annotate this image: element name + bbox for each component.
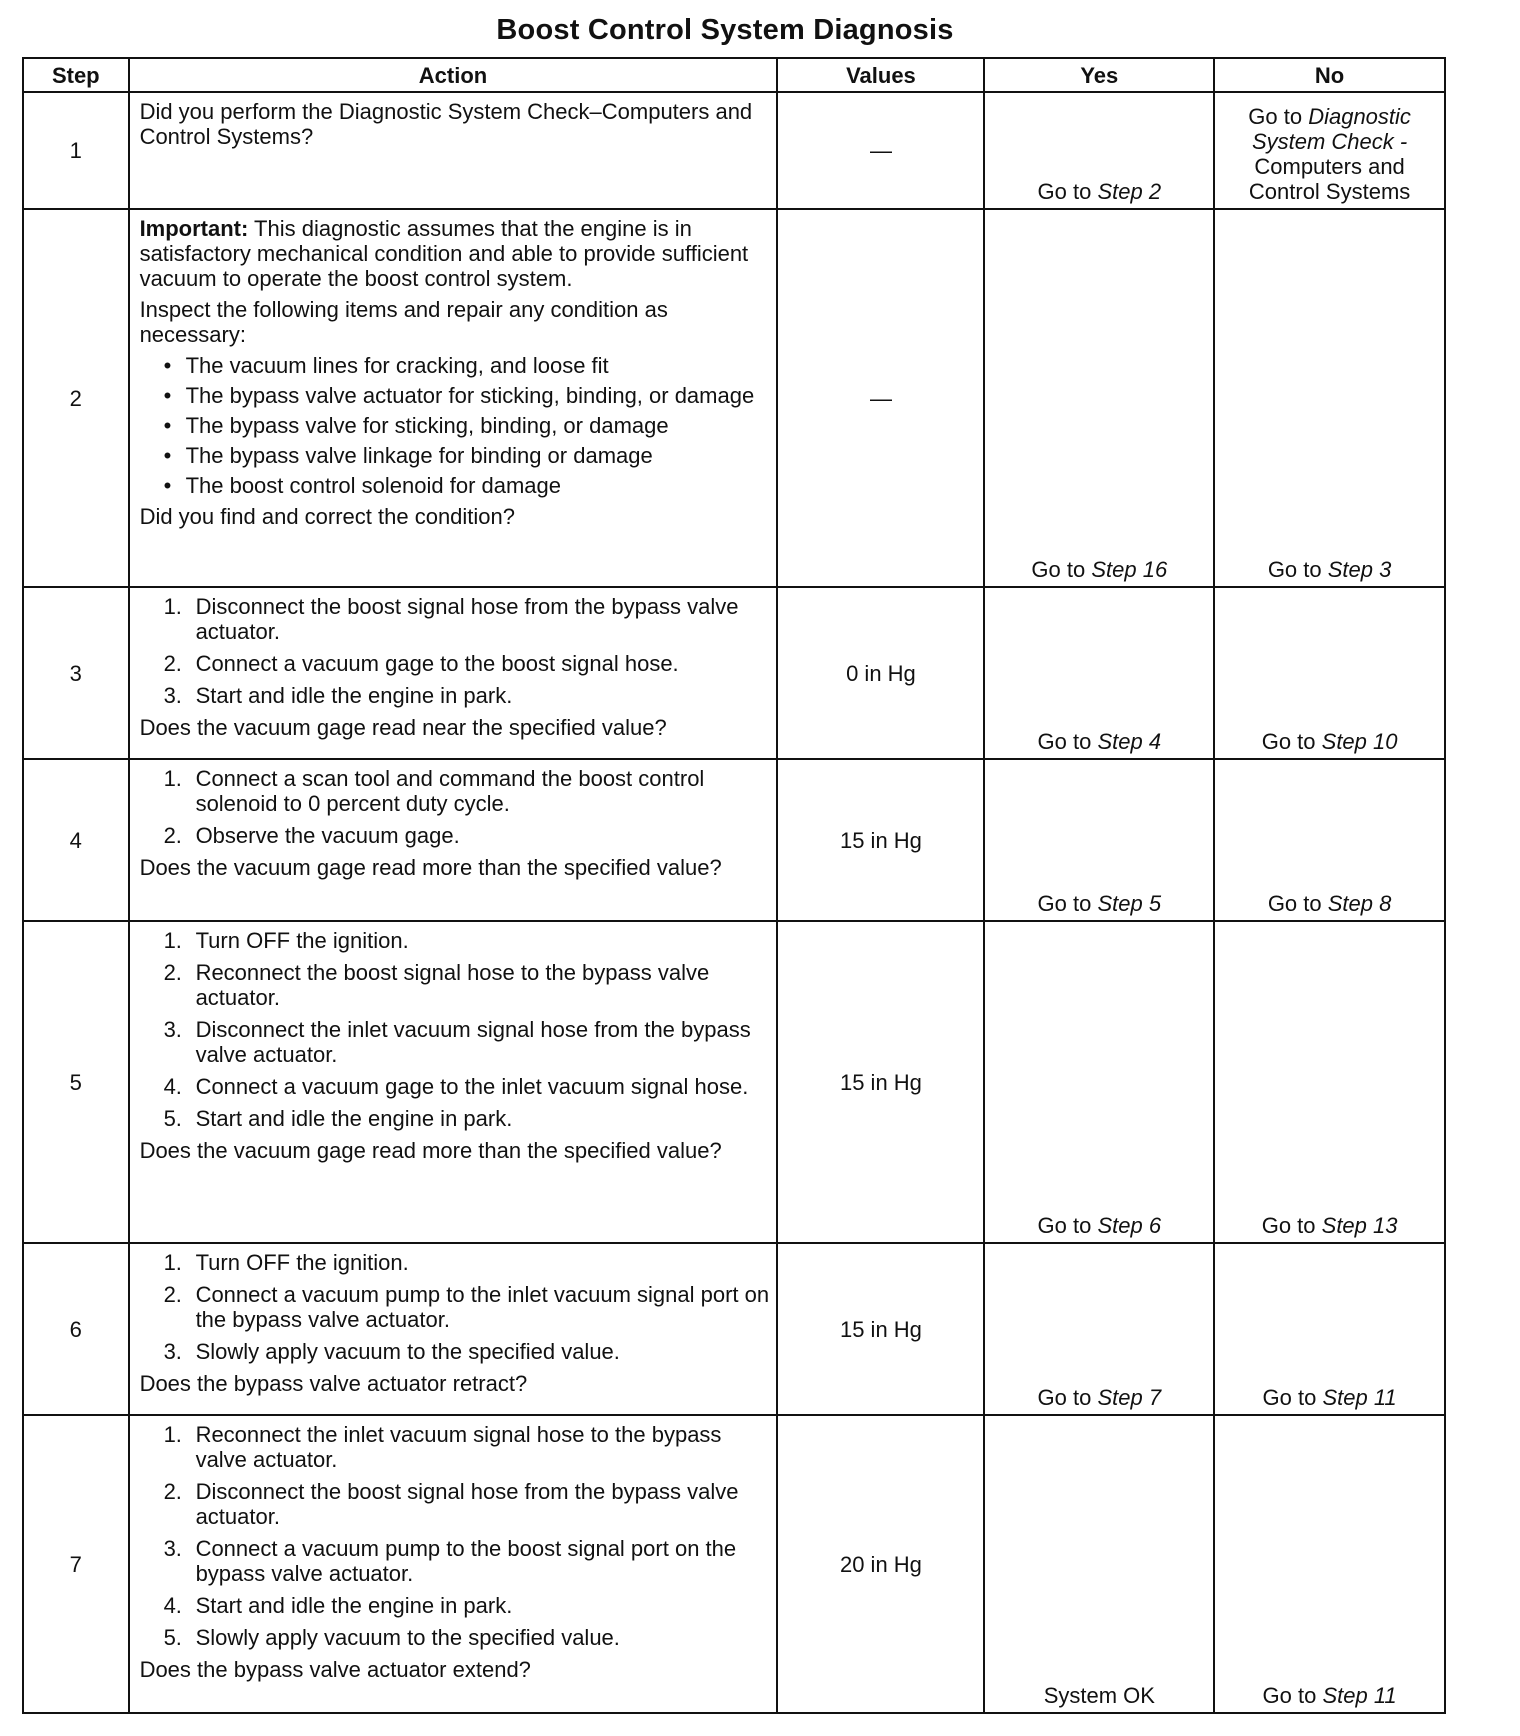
item-number: 4. xyxy=(163,1593,182,1618)
list-item xyxy=(164,651,771,676)
no-cell xyxy=(1214,921,1445,1243)
step-number: 4 xyxy=(23,759,129,921)
important-note xyxy=(140,216,771,291)
header-values: Values xyxy=(777,58,984,92)
procedure-list xyxy=(140,594,771,708)
step-number: 5 xyxy=(23,921,129,1243)
item-number: 3. xyxy=(163,683,182,708)
no-step-ref: Step 10 xyxy=(1321,729,1398,754)
question-text: Does the vacuum gage read more than the specified value? xyxy=(139,855,722,880)
yes-prefix: Go to xyxy=(1037,729,1092,754)
list-item xyxy=(164,928,771,953)
item-text: The boost control solenoid for damage xyxy=(185,473,562,498)
bullet: • xyxy=(163,473,172,498)
item-text: The bypass valve linkage for binding or damage xyxy=(185,443,653,468)
no-ref: Diagnostic System Check - xyxy=(1251,104,1411,154)
action-cell xyxy=(129,759,778,921)
value-cell: — xyxy=(777,209,984,587)
no-cell xyxy=(1214,209,1445,587)
no-step-ref: Step 11 xyxy=(1322,1385,1397,1410)
yes-cell xyxy=(984,1243,1214,1415)
header-yes: Yes xyxy=(984,58,1214,92)
yes-step-ref: Step 6 xyxy=(1097,1213,1162,1238)
no-prefix: Go to xyxy=(1267,891,1322,916)
table-row xyxy=(23,921,1445,1243)
value-cell: 15 in Hg xyxy=(777,921,984,1243)
action-cell xyxy=(129,921,778,1243)
item-number: 3. xyxy=(163,1339,182,1364)
list-item xyxy=(164,1593,771,1618)
no-suffix: Computers and Control Systems xyxy=(1248,154,1411,204)
value-cell: 20 in Hg xyxy=(777,1415,984,1713)
list-item xyxy=(164,1074,771,1099)
table-row xyxy=(23,209,1445,587)
yes-prefix: Go to xyxy=(1037,1213,1092,1238)
step-number: 2 xyxy=(23,209,129,587)
list-item xyxy=(164,1339,771,1364)
question-text: Does the vacuum gage read more than the specified value? xyxy=(139,1138,722,1163)
item-number: 1. xyxy=(163,928,182,953)
list-item xyxy=(164,353,771,378)
procedure-list xyxy=(140,1250,771,1364)
yes-step-ref: Step 2 xyxy=(1097,179,1162,204)
no-cell xyxy=(1214,587,1445,759)
procedure-list xyxy=(140,766,771,848)
item-text: Observe the vacuum gage. xyxy=(195,823,460,848)
no-step-ref: Step 8 xyxy=(1327,891,1392,916)
item-text: Start and idle the engine in park. xyxy=(195,1106,513,1131)
item-text: Start and idle the engine in park. xyxy=(195,1593,513,1618)
no-prefix: Go to xyxy=(1267,557,1322,582)
table-row xyxy=(23,759,1445,921)
list-item xyxy=(164,1017,771,1067)
item-number: 2. xyxy=(163,823,182,848)
item-number: 4. xyxy=(163,1074,182,1099)
question-text: Does the vacuum gage read near the specified value? xyxy=(139,715,667,740)
no-cell xyxy=(1214,1243,1445,1415)
list-item xyxy=(164,960,771,1010)
list-item xyxy=(164,766,771,816)
table-row xyxy=(23,1415,1445,1713)
header-no: No xyxy=(1214,58,1445,92)
important-text: This diagnostic assumes that the engine is in satisfactory mechanical condition and able to provide sufficient vacuum to operate the boost control system. xyxy=(139,216,749,291)
no-prefix: Go to xyxy=(1262,1683,1317,1708)
bullet: • xyxy=(163,413,172,438)
question-text: Does the bypass valve actuator extend? xyxy=(139,1657,531,1682)
step-number: 1 xyxy=(23,92,129,209)
yes-prefix: Go to xyxy=(1031,557,1086,582)
bullet: • xyxy=(163,353,172,378)
step-number: 6 xyxy=(23,1243,129,1415)
item-text: Reconnect the inlet vacuum signal hose to the bypass valve actuator. xyxy=(195,1422,722,1472)
list-item xyxy=(164,823,771,848)
diagnosis-table xyxy=(22,57,1446,1714)
yes-text: System OK xyxy=(1043,1683,1155,1708)
yes-step-ref: Step 7 xyxy=(1097,1385,1162,1410)
item-number: 5. xyxy=(163,1106,182,1131)
table-row xyxy=(23,92,1445,209)
yes-step-ref: Step 4 xyxy=(1097,729,1162,754)
item-number: 2. xyxy=(163,1479,182,1504)
list-item xyxy=(164,443,771,468)
item-number: 1. xyxy=(163,1250,182,1275)
action-cell xyxy=(129,1243,778,1415)
item-text: Connect a vacuum pump to the boost signal port on the bypass valve actuator. xyxy=(195,1536,737,1586)
yes-cell xyxy=(984,92,1214,209)
yes-prefix: Go to xyxy=(1037,891,1092,916)
list-item xyxy=(164,1479,771,1529)
no-step-ref: Step 11 xyxy=(1322,1683,1397,1708)
item-text: Disconnect the boost signal hose from the bypass valve actuator. xyxy=(195,594,739,644)
list-item xyxy=(164,594,771,644)
list-item xyxy=(164,683,771,708)
question-text: Does the bypass valve actuator retract? xyxy=(139,1371,528,1396)
item-text: Disconnect the boost signal hose from the bypass valve actuator. xyxy=(195,1479,739,1529)
no-cell xyxy=(1214,759,1445,921)
yes-prefix: Go to xyxy=(1037,179,1092,204)
no-step-ref: Step 3 xyxy=(1327,557,1392,582)
list-item xyxy=(164,1106,771,1131)
item-number: 3. xyxy=(163,1017,182,1042)
item-number: 1. xyxy=(163,766,182,791)
inspection-list xyxy=(140,353,771,498)
list-item xyxy=(164,413,771,438)
yes-cell xyxy=(984,587,1214,759)
list-item xyxy=(164,473,771,498)
item-text: Slowly apply vacuum to the specified value. xyxy=(195,1339,620,1364)
important-label: Important: xyxy=(139,216,249,241)
question-text: Did you find and correct the condition? xyxy=(139,504,516,529)
value-cell: 15 in Hg xyxy=(777,1243,984,1415)
list-item xyxy=(164,1536,771,1586)
item-text: Connect a vacuum gage to the inlet vacuum signal hose. xyxy=(195,1074,749,1099)
action-cell xyxy=(129,1415,778,1713)
item-text: Disconnect the inlet vacuum signal hose from the bypass valve actuator. xyxy=(195,1017,751,1067)
item-number: 1. xyxy=(163,1422,182,1447)
no-cell xyxy=(1214,92,1445,209)
yes-cell xyxy=(984,1415,1214,1713)
bullet: • xyxy=(163,443,172,468)
yes-prefix: Go to xyxy=(1037,1385,1092,1410)
item-text: Turn OFF the ignition. xyxy=(195,928,409,953)
value-cell: 0 in Hg xyxy=(777,587,984,759)
item-text: Start and idle the engine in park. xyxy=(195,683,513,708)
header-step: Step xyxy=(23,58,129,92)
yes-step-ref: Step 5 xyxy=(1097,891,1162,916)
list-item xyxy=(164,1422,771,1472)
yes-cell xyxy=(984,921,1214,1243)
item-text: Slowly apply vacuum to the specified value. xyxy=(195,1625,620,1650)
item-number: 3. xyxy=(163,1536,182,1561)
no-prefix: Go to xyxy=(1248,104,1303,129)
action-cell xyxy=(129,92,778,209)
list-item xyxy=(164,1250,771,1275)
item-text: Connect a vacuum gage to the boost signal hose. xyxy=(195,651,679,676)
item-number: 2. xyxy=(163,960,182,985)
step-number: 3 xyxy=(23,587,129,759)
action-cell xyxy=(129,209,778,587)
value-cell: 15 in Hg xyxy=(777,759,984,921)
question-text: Did you perform the Diagnostic System Check–Computers and Control Systems? xyxy=(139,99,753,149)
procedure-list xyxy=(140,928,771,1131)
no-cell xyxy=(1214,1415,1445,1713)
item-text: Reconnect the boost signal hose to the bypass valve actuator. xyxy=(195,960,710,1010)
no-prefix: Go to xyxy=(1262,1385,1317,1410)
item-text: The bypass valve for sticking, binding, or damage xyxy=(185,413,669,438)
item-number: 1. xyxy=(163,594,182,619)
item-text: Connect a scan tool and command the boost control solenoid to 0 percent duty cycle. xyxy=(195,766,705,816)
item-number: 2. xyxy=(163,651,182,676)
list-item xyxy=(164,1282,771,1332)
list-item xyxy=(164,383,771,408)
inspect-intro: Inspect the following items and repair any condition as necessary: xyxy=(139,297,668,347)
no-prefix: Go to xyxy=(1261,729,1316,754)
no-prefix: Go to xyxy=(1261,1213,1316,1238)
item-text: Connect a vacuum pump to the inlet vacuum signal port on the bypass valve actuator. xyxy=(195,1282,770,1332)
bullet: • xyxy=(163,383,172,408)
item-text: The bypass valve actuator for sticking, binding, or damage xyxy=(185,383,755,408)
item-number: 2. xyxy=(163,1282,182,1307)
table-row xyxy=(23,1243,1445,1415)
item-text: The vacuum lines for cracking, and loose fit xyxy=(185,353,609,378)
table-row xyxy=(23,587,1445,759)
step-number: 7 xyxy=(23,1415,129,1713)
item-text: Turn OFF the ignition. xyxy=(195,1250,409,1275)
list-item xyxy=(164,1625,771,1650)
page-title: Boost Control System Diagnosis xyxy=(496,14,954,46)
action-cell xyxy=(129,587,778,759)
yes-cell xyxy=(984,759,1214,921)
yes-step-ref: Step 16 xyxy=(1091,557,1168,582)
procedure-list xyxy=(140,1422,771,1650)
value-cell: — xyxy=(777,92,984,209)
table-header-row xyxy=(23,58,1445,92)
yes-cell xyxy=(984,209,1214,587)
item-number: 5. xyxy=(163,1625,182,1650)
header-action: Action xyxy=(129,58,778,92)
no-step-ref: Step 13 xyxy=(1321,1213,1398,1238)
